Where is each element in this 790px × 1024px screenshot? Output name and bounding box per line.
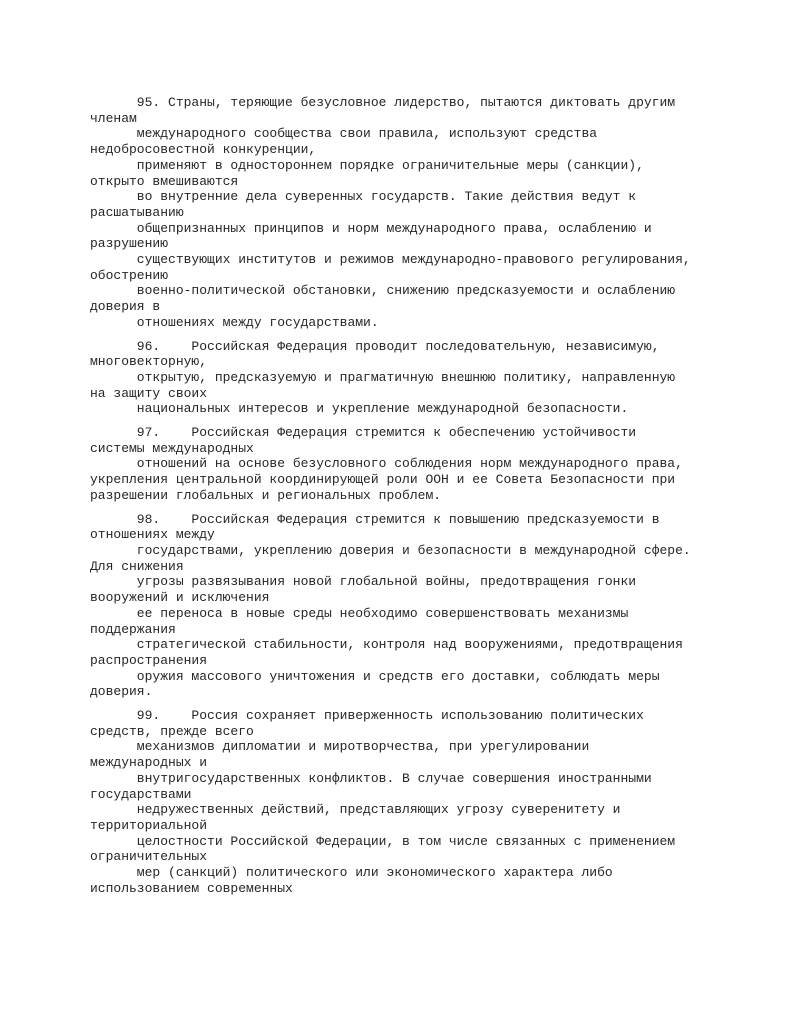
text-line: использованием современных [90,880,293,896]
text-line: целостности Российской Федерации, в том числе связанных с применением [90,833,676,849]
text-line: 97. Российская Федерация стремится к обеспечению устойчивости [90,425,637,441]
text-line: недобросовестной конкуренции, [90,142,317,158]
text-line: территориальной [90,817,208,833]
paragraph-98 [90,512,730,700]
text-line: ее переноса в новые среды необходимо совершенствовать механизмы [90,605,629,621]
text-line: международного сообщества свои правила, используют средства [90,126,598,142]
text-line: угрозы развязывания новой глобальной войны, предотвращения гонки [90,574,637,590]
text-line: недружественных действий, представляющих угрозу суверенитету и [90,802,621,818]
text-line: расшатыванию [90,204,184,220]
paragraph-95 [90,95,730,331]
text-line: ограничительных [90,849,208,865]
text-line: во внутренние дела суверенных государств. Такие действия ведут к [90,189,637,205]
text-line: общепризнанных принципов и норм международного права, ослаблению и [90,220,652,236]
text-line: внутригосударственных конфликтов. В случае совершения иностранными [90,770,652,786]
text-line: 96. Российская Федерация проводит последовательную, независимую, [90,338,660,354]
text-line: открыто вмешиваются [90,173,239,189]
text-line: национальных интересов и укрепление международной безопасности. [90,401,629,417]
text-line: Для снижения [90,558,184,574]
text-line: открытую, предсказуемую и прагматичную внешнюю политику, направленную [90,369,676,385]
text-line: 95. Страны, теряющие безусловное лидерство, пытаются диктовать другим [90,95,676,110]
text-line: отношениях между [90,527,215,543]
text-line: отношениях между государствами. [90,314,379,330]
text-line: многовекторную, [90,354,208,370]
text-line: стратегической стабильности, контроля над вооружениями, предотвращения [90,637,683,653]
paragraph-99 [90,708,730,896]
text-line: доверия в [90,299,161,315]
text-line: мер (санкций) политического или экономического характера либо [90,865,613,881]
text-line: военно-политической обстановки, снижению предсказуемости и ослаблению [90,283,676,299]
text-line: международных и [90,755,208,771]
text-line: 98. Российская Федерация стремится к повышению предсказуемости в [90,511,660,527]
text-line: укрепления центральной координирующей роли ООН и ее Совета Безопасности при [90,472,676,488]
paragraph-96 [90,339,730,418]
text-line: государствами, укреплению доверия и безопасности в международной сфере. [90,542,691,558]
text-line: доверия. [90,684,153,700]
document-body [90,95,730,896]
text-line: 99. Россия сохраняет приверженность использованию политических [90,708,644,724]
text-line: существующих институтов и режимов международно-правового регулирования, [90,252,691,268]
text-line: на защиту своих [90,385,208,401]
text-line: отношений на основе безусловного соблюдения норм международного права, [90,456,683,472]
text-line: применяют в одностороннем порядке ограничительные меры (санкции), [90,157,644,173]
text-line: поддержания [90,621,176,637]
text-line: государствами [90,786,192,802]
text-line: механизмов дипломатии и миротворчества, при урегулировании [90,739,590,755]
text-line: средств, прежде всего [90,723,254,739]
text-line: обострению [90,267,169,283]
paragraph-97 [90,425,730,504]
text-line: системы международных [90,440,254,456]
text-line: разрешении глобальных и региональных проблем. [90,487,442,503]
text-line: членам [90,110,137,126]
text-line: оружия массового уничтожения и средств его доставки, соблюдать меры [90,668,660,684]
text-line: распространения [90,652,208,668]
text-line: разрушению [90,236,169,252]
text-line: вооружений и исключения [90,590,270,606]
